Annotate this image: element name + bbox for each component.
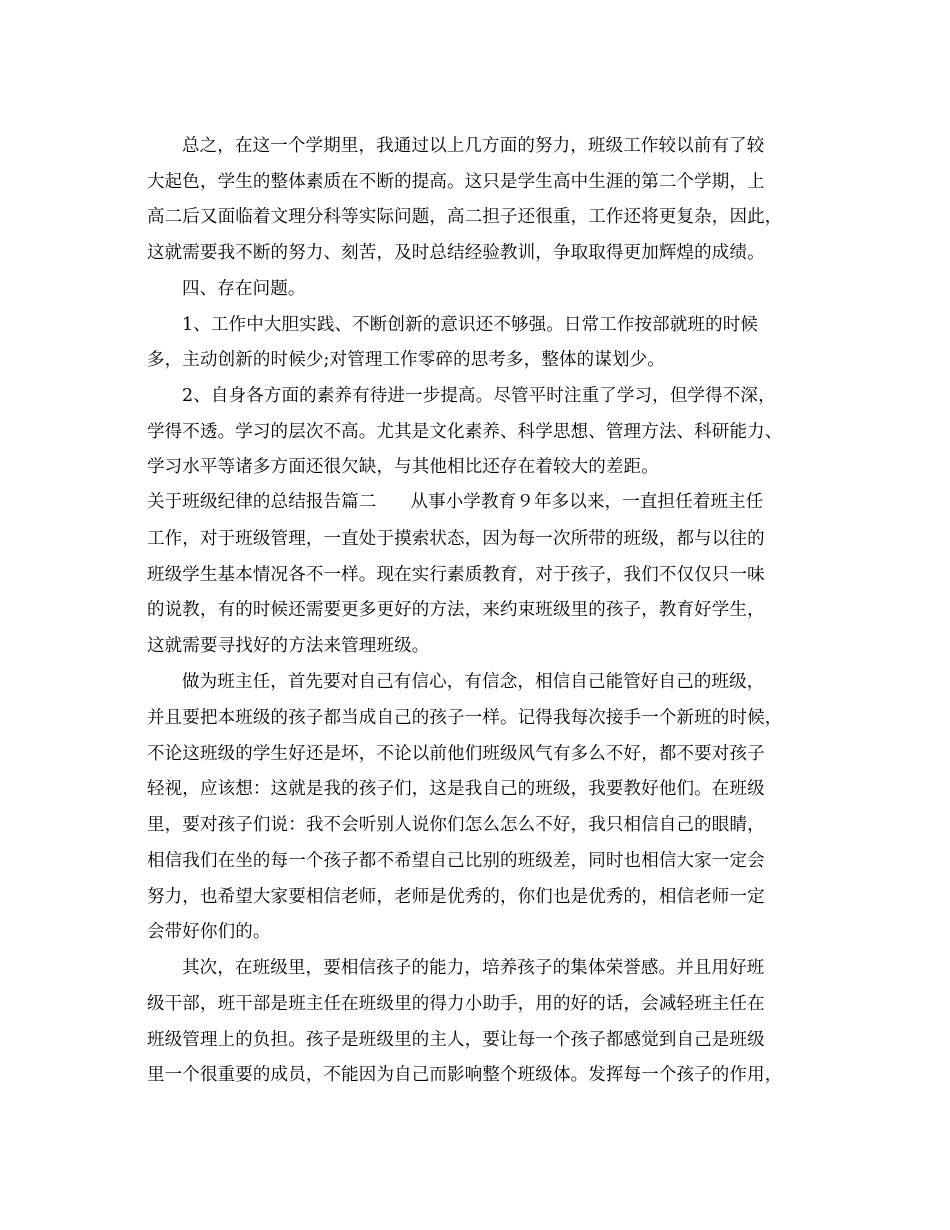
section-heading: 四、存在问题。 — [182, 279, 306, 299]
text-line: 不论这班级的学生好还是坏，不论以前他们班级风气有多么不好，都不要对孩子 — [147, 744, 765, 764]
text-line: 其次，在班级里，要相信孩子的能力，培养孩子的集体荣誉感。并且用好班 — [182, 958, 765, 978]
text-line: 做为班主任，首先要对自己有信心，有信念，相信自己能管好自己的班级， — [182, 672, 765, 692]
text-line: 级干部，班干部是班主任在班级里的得力小助手，用的好的话，会减轻班主任在 — [147, 994, 765, 1014]
text-line: 学习水平等诸多方面还很欠缺，与其他相比还存在着较大的差距。 — [147, 457, 659, 477]
text-line: 这就需要我不断的努力、刻苦，及时总结经验教训，争取取得更加辉煌的成绩。 — [147, 243, 765, 263]
text-line: 班级管理上的负担。孩子是班级里的主人，要让每一个孩子都感觉到自己是班级 — [147, 1030, 765, 1050]
text-line: 多，主动创新的时候少;对管理工作零碎的思考多，整体的谋划少。 — [147, 350, 665, 370]
text-line: 这就需要寻找好的方法来管理班级。 — [147, 636, 430, 656]
text-line: 班级学生基本情况各不一样。现在实行素质教育，对于孩子，我们不仅仅只一味 — [147, 565, 765, 585]
text-line: 并且要把本班级的孩子都当成自己的孩子一样。记得我每次接手一个新班的时候， — [147, 708, 783, 728]
text-line: 工作，对于班级管理，一直处于摸索状态，因为每一次所带的班级，都与以往的 — [147, 529, 765, 549]
text-line: 总之，在这一个学期里，我通过以上几方面的努力，班级工作较以前有了较 — [182, 136, 765, 156]
text-line: 努力，也希望大家要相信老师，老师是优秀的，你们也是优秀的，相信老师一定 — [147, 887, 765, 907]
text-line: 大起色，学生的整体素质在不断的提高。这只是学生高中生涯的第二个学期，上 — [147, 172, 765, 192]
text-line: 学得不透。学习的层次不高。尤其是文化素养、科学思想、管理方法、科研能力、 — [147, 422, 783, 442]
text-line: 从事小学教育９年多以来，一直担任着班主任 — [410, 492, 764, 512]
text-line: 会带好你们的。 — [147, 922, 271, 942]
text-line: 里，要对孩子们说：我不会听别人说你们怎么怎么不好，我只相信自己的眼睛， — [147, 815, 765, 835]
text-line: 里一个很重要的成员，不能因为自己而影响整个班级体。发挥每一个孩子的作用， — [147, 1065, 783, 1085]
text-line: 2、自身各方面的素养有待进一步提高。尽管平时注重了学习，但学得不深， — [182, 386, 776, 406]
section-title: 关于班级纪律的总结报告篇二 — [147, 492, 377, 512]
section-title-line — [147, 490, 763, 514]
text-line: 的说教，有的时候还需要更多更好的方法，来约束班级里的孩子，教育好学生， — [147, 600, 765, 620]
text-line: 高二后又面临着文理分科等实际问题，高二担子还很重，工作还将更复杂，因此， — [147, 207, 783, 227]
text-line: 1、工作中大胆实践、不断创新的意识还不够强。日常工作按部就班的时候 — [182, 315, 759, 335]
text-line: 相信我们在坐的每一个孩子都不希望自己比别的班级差，同时也相信大家一定会 — [147, 851, 765, 871]
text-line: 轻视，应该想：这就是我的孩子们，这是我自己的班级，我要教好他们。在班级 — [147, 779, 765, 799]
